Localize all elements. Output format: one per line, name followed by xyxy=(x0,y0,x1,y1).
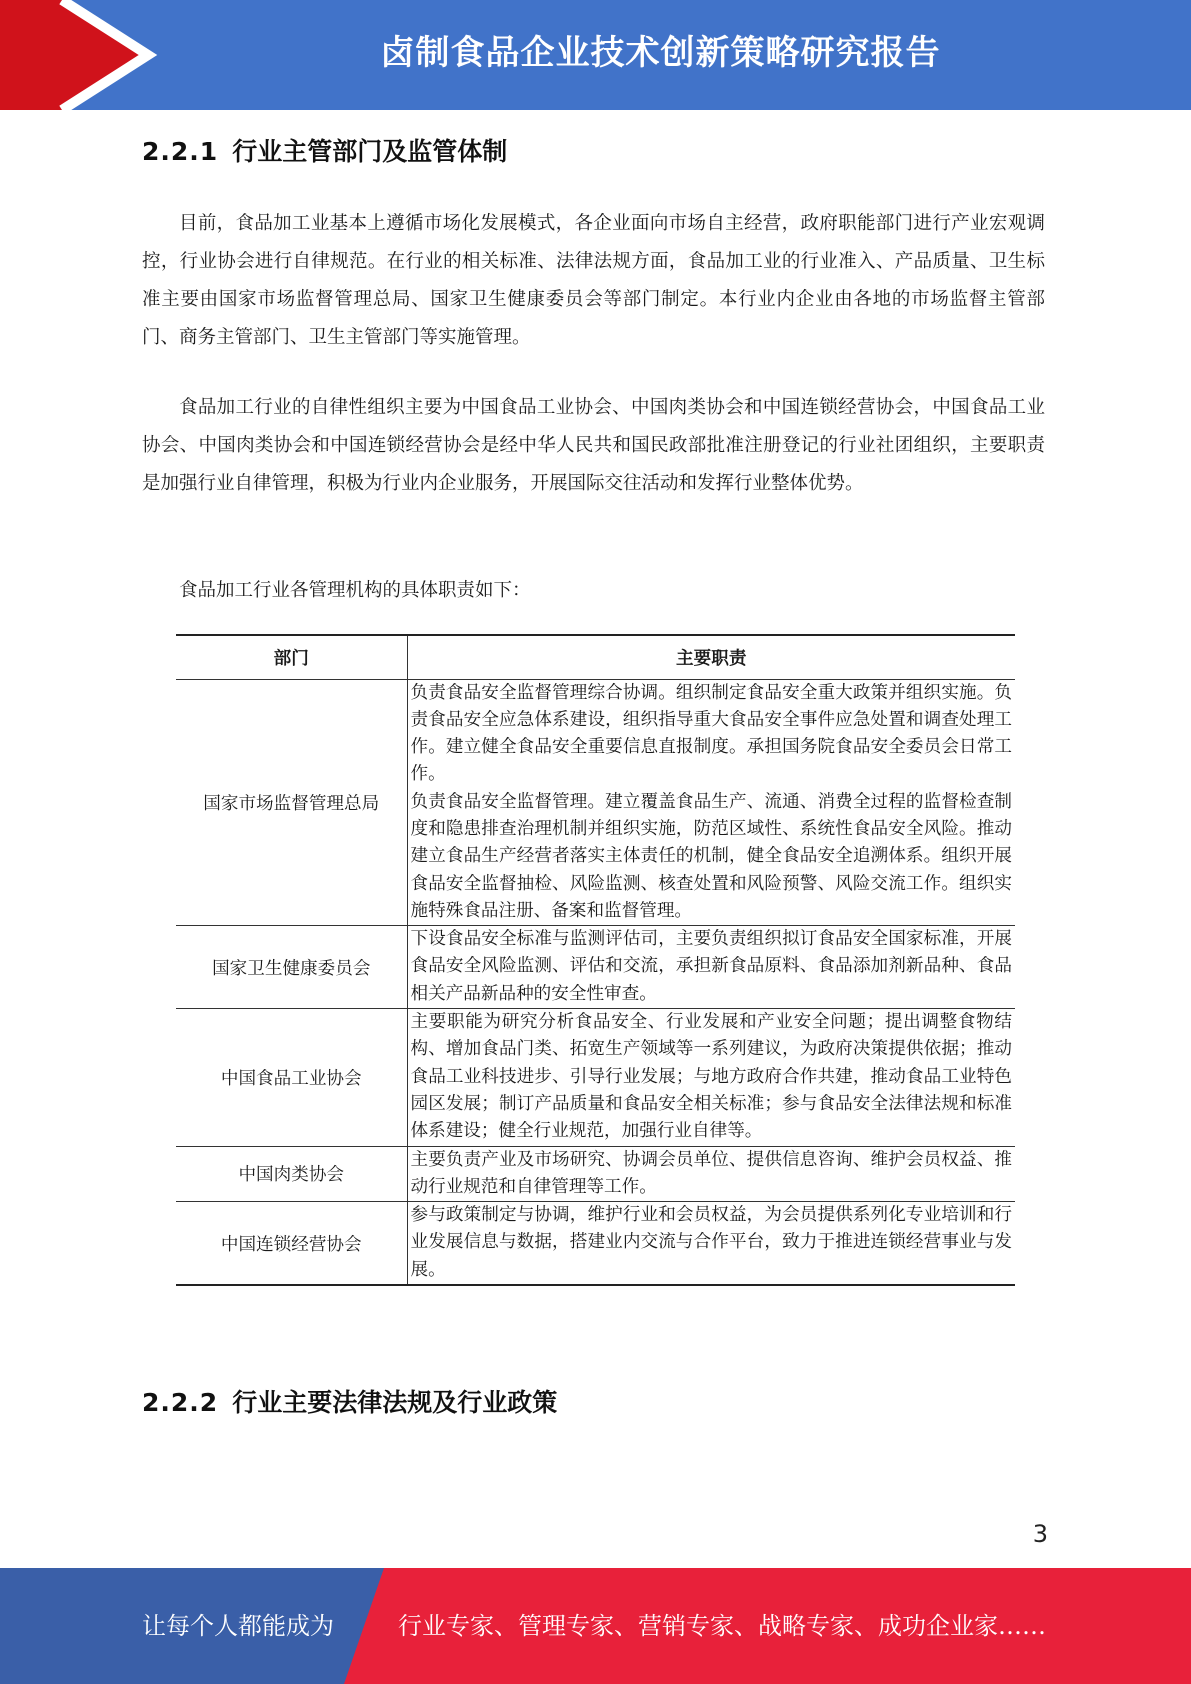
department-cell: 中国肉类协会 xyxy=(176,1146,407,1202)
table-row xyxy=(176,679,1015,926)
page-header xyxy=(0,0,1191,110)
duties-text: 主要职能为研究分析食品安全、行业发展和产业安全问题；提出调整食物结构、增加食品门类、拓宽生产领域等一系列建议，为政府决策提供依据；推动食品工业科技进步、引导行业发展；与地方政府合作共建，推动食品工业特色园区发展；制订产品质量和食品安全相关标准；参与食品安全法律法规和标准体系建设；健全行业规范，加强行业自律等。 xyxy=(410,1012,1012,1142)
paragraph-industry-associations: 食品加工行业的自律性组织主要为中国食品工业协会、中国肉类协会和中国连锁经营协会，中国食品工业协会、中国肉类协会和中国连锁经营协会是经中华人民共和国民政部批准注册登记的行业社团组织，主要职责是加强行业自律管理，积极为行业内企业服务，开展国际交往活动和发挥行业整体优势。 xyxy=(142,397,1045,494)
table-row xyxy=(176,926,1015,1009)
duties-cell xyxy=(407,1009,1015,1146)
paragraph-regulation-overview: 目前，食品加工业基本上遵循市场化发展模式，各企业面向市场自主经营，政府职能部门进行产业宏观调控，行业协会进行自律规范。在行业的相关标准、法律法规方面，食品加工业的行业准入、产品质量、卫生标准主要由国家市场监督管理总局、国家卫生健康委员会等部门制定。本行业内企业由各地的市场监督主管部门、商务主管部门、卫生主管部门等实施管理。 xyxy=(142,213,1045,348)
header-duties: 主要职责 xyxy=(676,647,747,669)
duties-cell xyxy=(407,679,1015,926)
header-department: 部门 xyxy=(176,635,407,679)
page-number: 3 xyxy=(1032,1520,1048,1548)
header-red-arrow xyxy=(0,0,148,110)
table-row xyxy=(176,1202,1015,1285)
agency-duties-table xyxy=(176,634,1015,1286)
section-heading-2-2-2 xyxy=(142,1383,557,1419)
duties-cell xyxy=(407,926,1015,1009)
duties-cell xyxy=(407,1202,1015,1285)
report-title: 卤制食品企业技术创新策略研究报告 xyxy=(380,33,941,73)
department-cell: 国家卫生健康委员会 xyxy=(176,926,407,1009)
section-number: 2.2.1 xyxy=(142,137,219,166)
duties-text: 负责食品安全监督管理综合协调。组织制定食品安全重大政策并组织实施。负责食品安全应急体系建设，组织指导重大食品安全事件应急处置和调查处理工作。建立健全食品安全重要信息直报制度。承担国务院食品安全委员会日常工作。 xyxy=(410,682,1012,785)
department-cell: 国家市场监督管理总局 xyxy=(176,679,407,926)
duties-text: 负责食品安全监督管理。建立覆盖食品生产、流通、消费全过程的监督检查制度和隐患排查治理机制并组织实施，防范区域性、系统性食品安全风险。推动建立食品生产经营者落实主体责任的机制，健全食品安全追溯体系。组织开展食品安全监督抽检、风险监测、核查处置和风险预警、风险交流工作。组织实施特殊食品注册、备案和监督管理。 xyxy=(410,791,1012,921)
duties-text: 下设食品安全标准与监测评估司，主要负责组织拟订食品安全国家标准，开展食品安全风险监测、评估和交流，承担新食品原料、食品添加剂新品种、食品相关产品新品种的安全性审查。 xyxy=(410,929,1012,1004)
duties-text: 参与政策制定与协调，维护行业和会员权益，为会员提供系列化专业培训和行业发展信息与数据，搭建业内交流与合作平台，致力于推进连锁经营事业与发展。 xyxy=(410,1205,1012,1280)
table-row xyxy=(176,1009,1015,1146)
section-number: 2.2.2 xyxy=(142,1388,219,1417)
department-cell: 中国食品工业协会 xyxy=(176,1009,407,1146)
page-footer xyxy=(0,1568,1191,1684)
table-row xyxy=(176,1146,1015,1202)
section-heading-2-2-1 xyxy=(142,132,507,168)
footer-slogan-right: 行业专家、管理专家、营销专家、战略专家、成功企业家…… xyxy=(398,1612,1046,1640)
section-title: 行业主要法律法规及行业政策 xyxy=(232,1388,558,1417)
duties-cell xyxy=(407,1146,1015,1202)
table-header-row xyxy=(176,635,1015,679)
duties-text: 主要负责产业及市场研究、协调会员单位、提供信息咨询、维护会员权益、推动行业规范和自律管理等工作。 xyxy=(410,1149,1012,1197)
footer-slogan-left: 让每个人都能成为 xyxy=(142,1612,334,1640)
paragraph-table-intro: 食品加工行业各管理机构的具体职责如下： xyxy=(179,580,531,601)
department-cell: 中国连锁经营协会 xyxy=(176,1202,407,1285)
section-title: 行业主管部门及监管体制 xyxy=(232,137,508,166)
